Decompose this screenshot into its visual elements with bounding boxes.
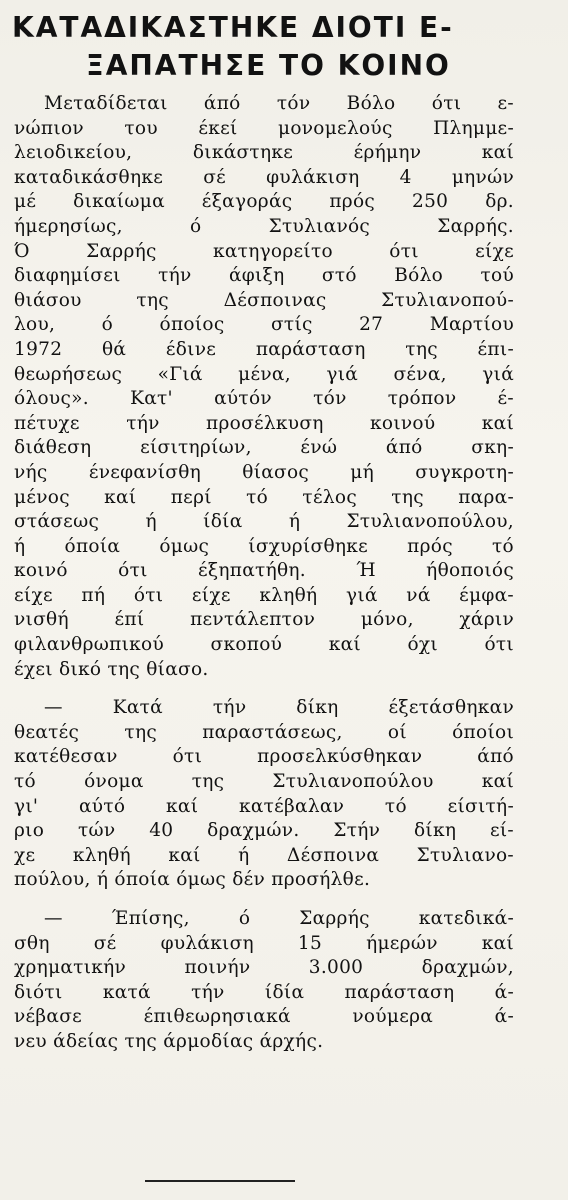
text-line: Μεταδίδεται άπό τόν Βόλο ότι ε-: [44, 93, 514, 114]
text-line: νισθή έπί πεντάλεπτον μόνο, χάριν: [14, 609, 514, 631]
paragraph-gap: [14, 682, 514, 696]
paragraph-1: [14, 92, 514, 682]
text-line: θεωρήσεως «Γιά μένα, γιά σένα, γιά: [14, 363, 514, 385]
headline-line-2: ΞΑΠΑΤΗΣΕ ΤΟ ΚΟΙΝΟ: [86, 49, 451, 82]
text-line: σθη σέ φυλάκιση 15 ήμερών καί: [14, 932, 514, 954]
text-line: λου, ό όποίος στίς 27 Μαρτίου: [14, 314, 514, 336]
text-line: διότι κατά τήν ίδία παράσταση ά-: [14, 981, 514, 1003]
text-line: καταδικάσθηκε σέ φυλάκιση 4 μηνών: [14, 166, 514, 188]
text-line: λειοδικείου, δικάστηκε έρήμην καί: [14, 142, 514, 164]
text-line: νώπιον του έκεί μονομελούς Πλημμε-: [14, 117, 514, 139]
headline-line-1: ΚΑΤΑΔΙΚΑΣΤΗΚΕ ΔΙΟΤΙ Ε-: [12, 11, 454, 44]
text-line: ήμερησίως, ό Στυλιανός Σαρρής.: [14, 215, 514, 237]
text-line: γι' αύτό καί κατέβαλαν τό είσιτή-: [14, 795, 514, 817]
text-line: θιάσου της Δέσποινας Στυλιανοπού-: [14, 289, 514, 311]
text-line: έχει δικό της θίασο.: [14, 658, 209, 680]
text-line: τό όνομα της Στυλιανοπούλου καί: [14, 771, 514, 793]
text-line: ριο τών 40 δραχμών. Στήν δίκη εί-: [14, 820, 514, 842]
text-line: διάθεση είσιτηρίων, ένώ άπό σκη-: [14, 437, 514, 459]
text-line: είχε πή ότι είχε κληθή γιά νά έμφα-: [14, 584, 514, 606]
text-line: διαφημίσει τήν άφιξη στό Βόλο τού: [14, 265, 514, 287]
paragraph-3: [14, 907, 514, 1055]
text-line: θεατές της παραστάσεως, οί όποίοι: [14, 721, 514, 743]
text-line: στάσεως ή ίδία ή Στυλιανοπούλου,: [14, 511, 514, 533]
text-line: χε κληθή καί ή Δέσποινα Στυλιανο-: [14, 844, 514, 866]
text-line: νέβασε έπιθεωρησιακά νούμερα ά-: [14, 1006, 514, 1028]
text-line: νής ένεφανίσθη θίασος μή συγκροτη-: [14, 461, 514, 483]
text-line: πούλου, ή όποία όμως δέν προσήλθε.: [14, 869, 371, 891]
article-body: [14, 92, 514, 1055]
text-line: χρηματικήν ποινήν 3.000 δραχμών,: [14, 957, 514, 979]
text-line: — Έπίσης, ό Σαρρής κατεδικά-: [44, 908, 514, 929]
text-line: πέτυχε τήν προσέλκυση κοινού καί: [14, 412, 514, 434]
text-line: φιλανθρωπικού σκοπού καί όχι ότι: [14, 634, 514, 656]
text-line: ή όποία όμως ίσχυρίσθηκε πρός τό: [14, 535, 514, 557]
text-line: μένος καί περί τό τέλος της παρα-: [14, 486, 514, 508]
text-line: όλους». Κατ' αύτόν τόν τρόπον έ-: [14, 388, 514, 410]
text-line: νευ άδείας της άρμοδίας άρχής.: [14, 1030, 324, 1052]
paragraph-2: [14, 696, 514, 893]
text-line: Ό Σαρρής κατηγορείτο ότι είχε: [14, 240, 514, 262]
text-line: κοινό ότι έξηπατήθη. Ή ήθοποιός: [14, 560, 514, 582]
text-line: μέ δικαίωμα έξαγοράς πρός 250 δρ.: [14, 191, 514, 213]
text-line: — Κατά τήν δίκη έξετάσθηκαν: [44, 697, 514, 719]
text-line: 1972 θά έδινε παράσταση της έπι-: [14, 338, 514, 360]
paragraph-gap: [14, 893, 514, 907]
text-line: κατέθεσαν ότι προσελκύσθηκαν άπό: [14, 746, 514, 768]
bottom-rule: [145, 1180, 295, 1182]
